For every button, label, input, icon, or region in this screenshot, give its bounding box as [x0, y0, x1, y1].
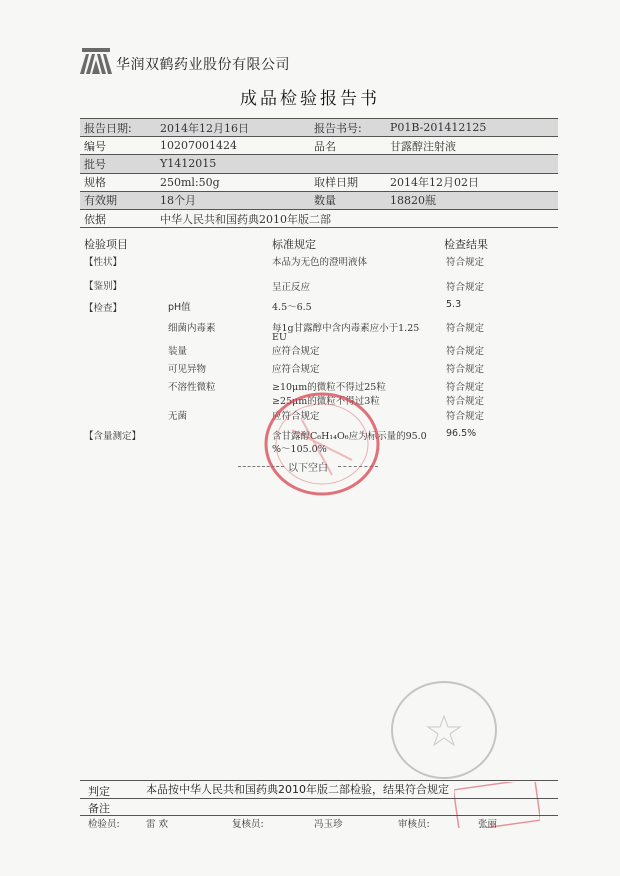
- header-row-code: [80, 137, 558, 155]
- company-name: 华润双鹤药业股份有限公司: [116, 57, 290, 73]
- conclusion-label: 判定: [88, 785, 110, 798]
- assay-standard-line1: 含甘露醇C₆H₁₄O₆应为标示量的95.0: [272, 431, 427, 442]
- header-row-validity: [80, 191, 558, 209]
- report-no-label: 报告书号:: [310, 119, 386, 137]
- sterility-standard: 应符合规定: [272, 411, 320, 422]
- identification-standard: 呈正反应: [272, 282, 311, 293]
- sterility-name: 无菌: [168, 411, 188, 422]
- sterility-result: 符合规定: [446, 411, 485, 422]
- appearance-section: 【性状】: [84, 257, 123, 268]
- identification-section: 【鉴别】: [84, 281, 123, 292]
- fill-name: 装量: [168, 346, 188, 357]
- product-label: 品名: [310, 137, 386, 155]
- header-row-spec: [80, 173, 558, 191]
- batch-value: Y1412015: [156, 155, 310, 173]
- appearance-standard: 本品为无色的澄明液体: [272, 257, 368, 268]
- visible-particles-result: 符合规定: [446, 364, 485, 375]
- visible-particles-name: 可见异物: [168, 364, 207, 375]
- ph-standard: 4.5～6.5: [272, 302, 312, 313]
- validity-value: 18个月: [156, 191, 310, 209]
- insoluble-particles-standard-line1: ≥10μm的微粒不得过25粒: [272, 382, 386, 393]
- assay-section: 【含量测定】: [84, 431, 142, 442]
- product-value: 甘露醇注射液: [386, 137, 558, 155]
- spec-value: 250ml:50g: [156, 173, 310, 191]
- assay-result: 96.5%: [446, 428, 477, 439]
- insoluble-particles-standard-line2: ≥25μm的微粒不得过3粒: [272, 396, 380, 407]
- basis-value: 中华人民共和国药典2010年版二部: [156, 209, 558, 227]
- header-row-basis: [80, 209, 558, 227]
- identification-result: 符合规定: [446, 282, 485, 293]
- inspector-signature: 雷 欢: [146, 819, 169, 830]
- appearance-result: 符合规定: [446, 257, 485, 268]
- report-date-value: 2014年12月16日: [156, 119, 310, 137]
- inspection-section: 【检查】: [84, 303, 123, 314]
- remarks-label: 备注: [88, 802, 110, 815]
- col-item-header: 检验项目: [84, 238, 128, 251]
- endotoxin-standard-line2: EU: [272, 332, 287, 343]
- quantity-label: 数量: [310, 191, 386, 209]
- endotoxin-result: 符合规定: [446, 323, 485, 334]
- company-logo-icon: [80, 48, 112, 74]
- endotoxin-standard-line1: 每1g甘露醇中含内毒素应小于1.25: [272, 323, 420, 334]
- footer-rule-middle: [80, 798, 558, 799]
- document-title: 成品检验报告书: [240, 89, 380, 109]
- code-value: 10207001424: [156, 137, 310, 155]
- code-label: 编号: [80, 137, 156, 155]
- col-standard-header: 标准规定: [272, 238, 316, 251]
- ph-result: 5.3: [446, 299, 462, 310]
- validity-label: 有效期: [80, 191, 156, 209]
- basis-label: 依据: [80, 209, 156, 227]
- spec-label: 规格: [80, 173, 156, 191]
- batch-label: 批号: [80, 155, 156, 173]
- fill-standard: 应符合规定: [272, 346, 320, 357]
- insoluble-particles-name: 不溶性微粒: [168, 382, 216, 393]
- insoluble-particles-result-1: 符合规定: [446, 382, 485, 393]
- blank-below-text: 以下空白: [288, 463, 328, 474]
- sample-date-value: 2014年12月02日: [386, 173, 558, 191]
- report-no-value: P01B-201412125: [386, 119, 558, 137]
- company-seal-icon: [388, 678, 500, 782]
- conclusion-text: 本品按中华人民共和国药典2010年版二部检验，结果符合规定: [146, 783, 449, 796]
- header-row-batch: [80, 155, 558, 173]
- inspector-label: 检验员:: [88, 819, 120, 830]
- sample-date-label: 取样日期: [310, 173, 386, 191]
- ph-name: pH值: [168, 302, 191, 313]
- quality-stamp-icon: [262, 390, 382, 498]
- reviewer-label: 复核员:: [232, 819, 264, 830]
- header-row-date: [80, 119, 558, 137]
- endotoxin-name: 细菌内毒素: [168, 323, 216, 334]
- report-header-table: [80, 118, 558, 228]
- quantity-value: 18820瓶: [386, 191, 558, 209]
- reviewer-signature: 冯玉珍: [314, 819, 343, 830]
- col-result-header: 检查结果: [444, 238, 488, 251]
- insoluble-particles-result-2: 符合规定: [446, 396, 485, 407]
- auditor-label: 审核员:: [398, 819, 430, 830]
- fill-result: 符合规定: [446, 346, 485, 357]
- report-date-label: 报告日期:: [80, 119, 156, 137]
- visible-particles-standard: 应符合规定: [272, 364, 320, 375]
- assay-standard-line2: %～105.0%: [272, 444, 327, 455]
- auditor-signature: 张丽: [478, 819, 498, 830]
